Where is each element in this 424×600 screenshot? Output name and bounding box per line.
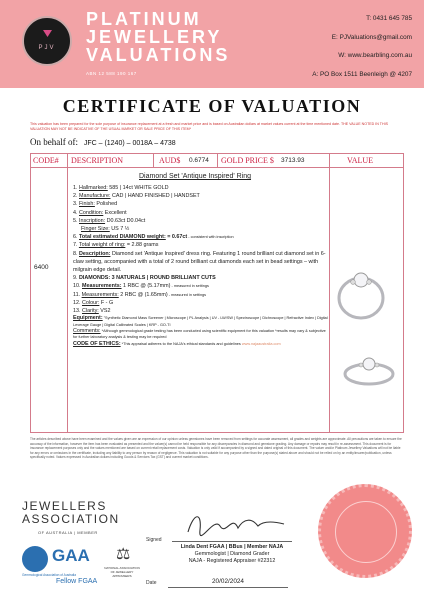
detail-line: 1. Hallmarked: 585 | 14ct WHITE GOLD xyxy=(73,185,169,191)
colour-line: 12. Colour: F - G xyxy=(73,299,114,306)
detail-line: 5. Inscription: D0.63ct D0.04ct xyxy=(73,217,146,224)
clarity-line: 13. Clarity: VS2 xyxy=(73,308,111,315)
detail-line: 3. Finish: Polished xyxy=(73,201,118,208)
measurement-line: 10. Measurements: 1 RBC @ (5.17mm) - measured in settings xyxy=(73,283,209,290)
association-member-label: OF AUSTRALIA | MEMBER xyxy=(38,530,98,535)
fine-print: The articles described above have been examined and the values given are an expression of our opinion unless gemstones have been removed from settings for accurate assessment, all grades and weights are approximate. All precautions are taken to ensure the accuracy of the information, however the item has been evaluated as presented and the valuer(s) cannot be held responsible for any discrepancies in diamond and gemstone grading. Any damage or repairs may result in re-assessment. This document is for insurance replacement purposes only and the values mentioned are based on current retail replacement costs. Valuation is only valid if accompanied by a signed and dated original of this document. The valuer and/or Platinum Jewellery Valuations will not be liable for any errors or omissions in the certificate, including any liability to any person by reason of negligence. This valuation is not suitable for any purpose other than the purpose(s) stated above and should not be relied on by an entity/insurer/publication, unless specifically noted. Values expressed in Australian dollars including Goods & Services Tax (GST) and current market conditions. xyxy=(30,437,402,460)
col-header-code: CODE# xyxy=(33,156,59,165)
diamonds-line: 9. DIAMONDS: 3 NATURALS | ROUND BRILLIANT CUTS xyxy=(73,275,216,282)
brand-name xyxy=(86,10,230,64)
date-label: Date xyxy=(146,580,157,586)
certificate-title: CERTIFICATE OF VALUATION xyxy=(62,96,362,116)
signature-image xyxy=(180,508,290,538)
scales-icon: ⚖ xyxy=(116,546,131,563)
detail-line: 4. Condition: Excellent xyxy=(73,209,127,216)
equipment-line: Equipment: "Synthetic Diamond Mass Screener | Microscope | PL Analysis | UV - LW/SW | Spectroscope | Dichroscope | Refractive Index | Digital Leverage Gauge | Digital Calibrated Scales | KRP - GO-TI xyxy=(73,315,328,327)
header-band xyxy=(0,0,424,88)
abn-number: ABN 12 588 190 167 xyxy=(86,71,137,76)
brand-line-3: VALUATIONS xyxy=(86,45,231,65)
item-title: Diamond Set 'Antique Inspired' Ring xyxy=(139,173,252,180)
header-divider xyxy=(31,167,403,168)
col-header-aud: AUD$ xyxy=(159,156,181,165)
date-line xyxy=(168,587,288,588)
logo-text: PJV xyxy=(38,45,56,51)
valuation-table xyxy=(30,153,404,433)
description-line: 8. Description: Diamond set 'Antique Inspired' dress ring. Featuring 1 round brilliant cut diamond set in 6-claw setting, accompanied with a total of 2 round brilliant cut diamonds each set in bead settings – with milgrain edge detail. xyxy=(73,250,326,274)
fellow-label: Fellow FGAA xyxy=(56,578,98,585)
on-behalf-label: On behalf of: xyxy=(30,137,78,147)
jewellers-association-logo: JEWELLERS ASSOCIATION xyxy=(22,499,120,526)
detail-line: 2. Manufacture: CAD | HAND FINISHED | HANDSET xyxy=(73,193,200,200)
appraiser-registration: NAJA - Registered Appraiser #22312 xyxy=(188,558,276,564)
col-header-gold-price: GOLD PRICE $ xyxy=(221,156,274,165)
ethics-line: CODE OF ETHICS: *This appraisal adheres to the NAJA's ethical standards and guidelines www.najaaustralia.com xyxy=(73,340,281,347)
contact-block xyxy=(312,10,412,84)
valuation-date: 20/02/2024 xyxy=(212,578,244,585)
ring-photo xyxy=(331,262,401,412)
ring-weight-line: 7. Total weight of ring: = 2.88 grams xyxy=(73,242,159,249)
appraiser-role: Gemmologist | Diamond Grader xyxy=(194,551,270,557)
gaa-logo-text: GAA xyxy=(52,546,90,565)
column-divider xyxy=(67,154,68,432)
diamond-weight-line: 6. Total estimated DIAMOND weight: = 0.67ct - consistent with inscription xyxy=(73,234,234,241)
on-behalf-of xyxy=(30,137,176,147)
finger-size-line: Finger Size: US 7 ½ xyxy=(81,226,130,233)
ethics-link[interactable]: www.najaaustralia.com xyxy=(240,341,281,346)
naja-logo-text: NATIONAL ASSOCIATION OF JEWELLERY APPRAISERS xyxy=(104,566,140,578)
on-behalf-value: JFC – (1240) – 0018A – 4738 xyxy=(83,140,176,147)
brand-line-1: PLATINUM xyxy=(86,9,202,29)
col-header-description: DESCRIPTION xyxy=(71,156,124,165)
gaa-subtitle: Gemmological Association of Australia xyxy=(22,573,77,577)
aud-rate: 0.6774 xyxy=(189,157,209,164)
comments-line: Comments: *Although gemmological grade testing has been conducted using scientific equipment for this valuation *results may vary & subjective for further laboratory analysis & testing may be required xyxy=(73,328,326,340)
contact-phone: T: 0431 645 785 xyxy=(366,15,412,22)
item-details xyxy=(73,184,329,347)
disclaimer-text: This valuation has been prepared for the sole purpose of insurance replacement at a fresh and market price and is based on Australian dollars at market values current at the time mentioned date. THE VALUE NOTED IN THIS VALUATION MAY NOT BE INDICATIVE OF THE USUAL MARKET OR SALE PRICE OF THIS ITEM* xyxy=(30,122,388,131)
signed-label: Signed xyxy=(146,537,162,543)
appraiser-name: Linda Dent FGAA | BBus | Member NAJA xyxy=(180,544,284,550)
item-code: 6400 xyxy=(34,264,49,271)
gold-price-value: 3713.93 xyxy=(281,157,305,164)
brand-line-2: JEWELLERY xyxy=(86,27,223,47)
brand-logo xyxy=(22,16,72,66)
appraiser-info xyxy=(166,544,298,565)
contact-email: E: PJValuations@gmail.com xyxy=(331,33,412,41)
signature-line xyxy=(172,541,292,542)
diamond-icon xyxy=(43,30,52,37)
column-divider xyxy=(329,154,330,432)
col-header-value: VALUE xyxy=(347,156,374,165)
column-divider xyxy=(217,154,218,167)
embossed-seal xyxy=(318,484,412,578)
gaa-globe-icon xyxy=(22,546,48,572)
contact-web: W: www.bearbling.com.au xyxy=(338,52,412,59)
measurement-line: 11. Measurements: 2 RBC @ (1.65mm) - measured in settings xyxy=(73,291,207,298)
column-divider xyxy=(153,154,154,167)
contact-address: A: PO Box 1511 Beenleigh @ 4207 xyxy=(312,70,412,78)
